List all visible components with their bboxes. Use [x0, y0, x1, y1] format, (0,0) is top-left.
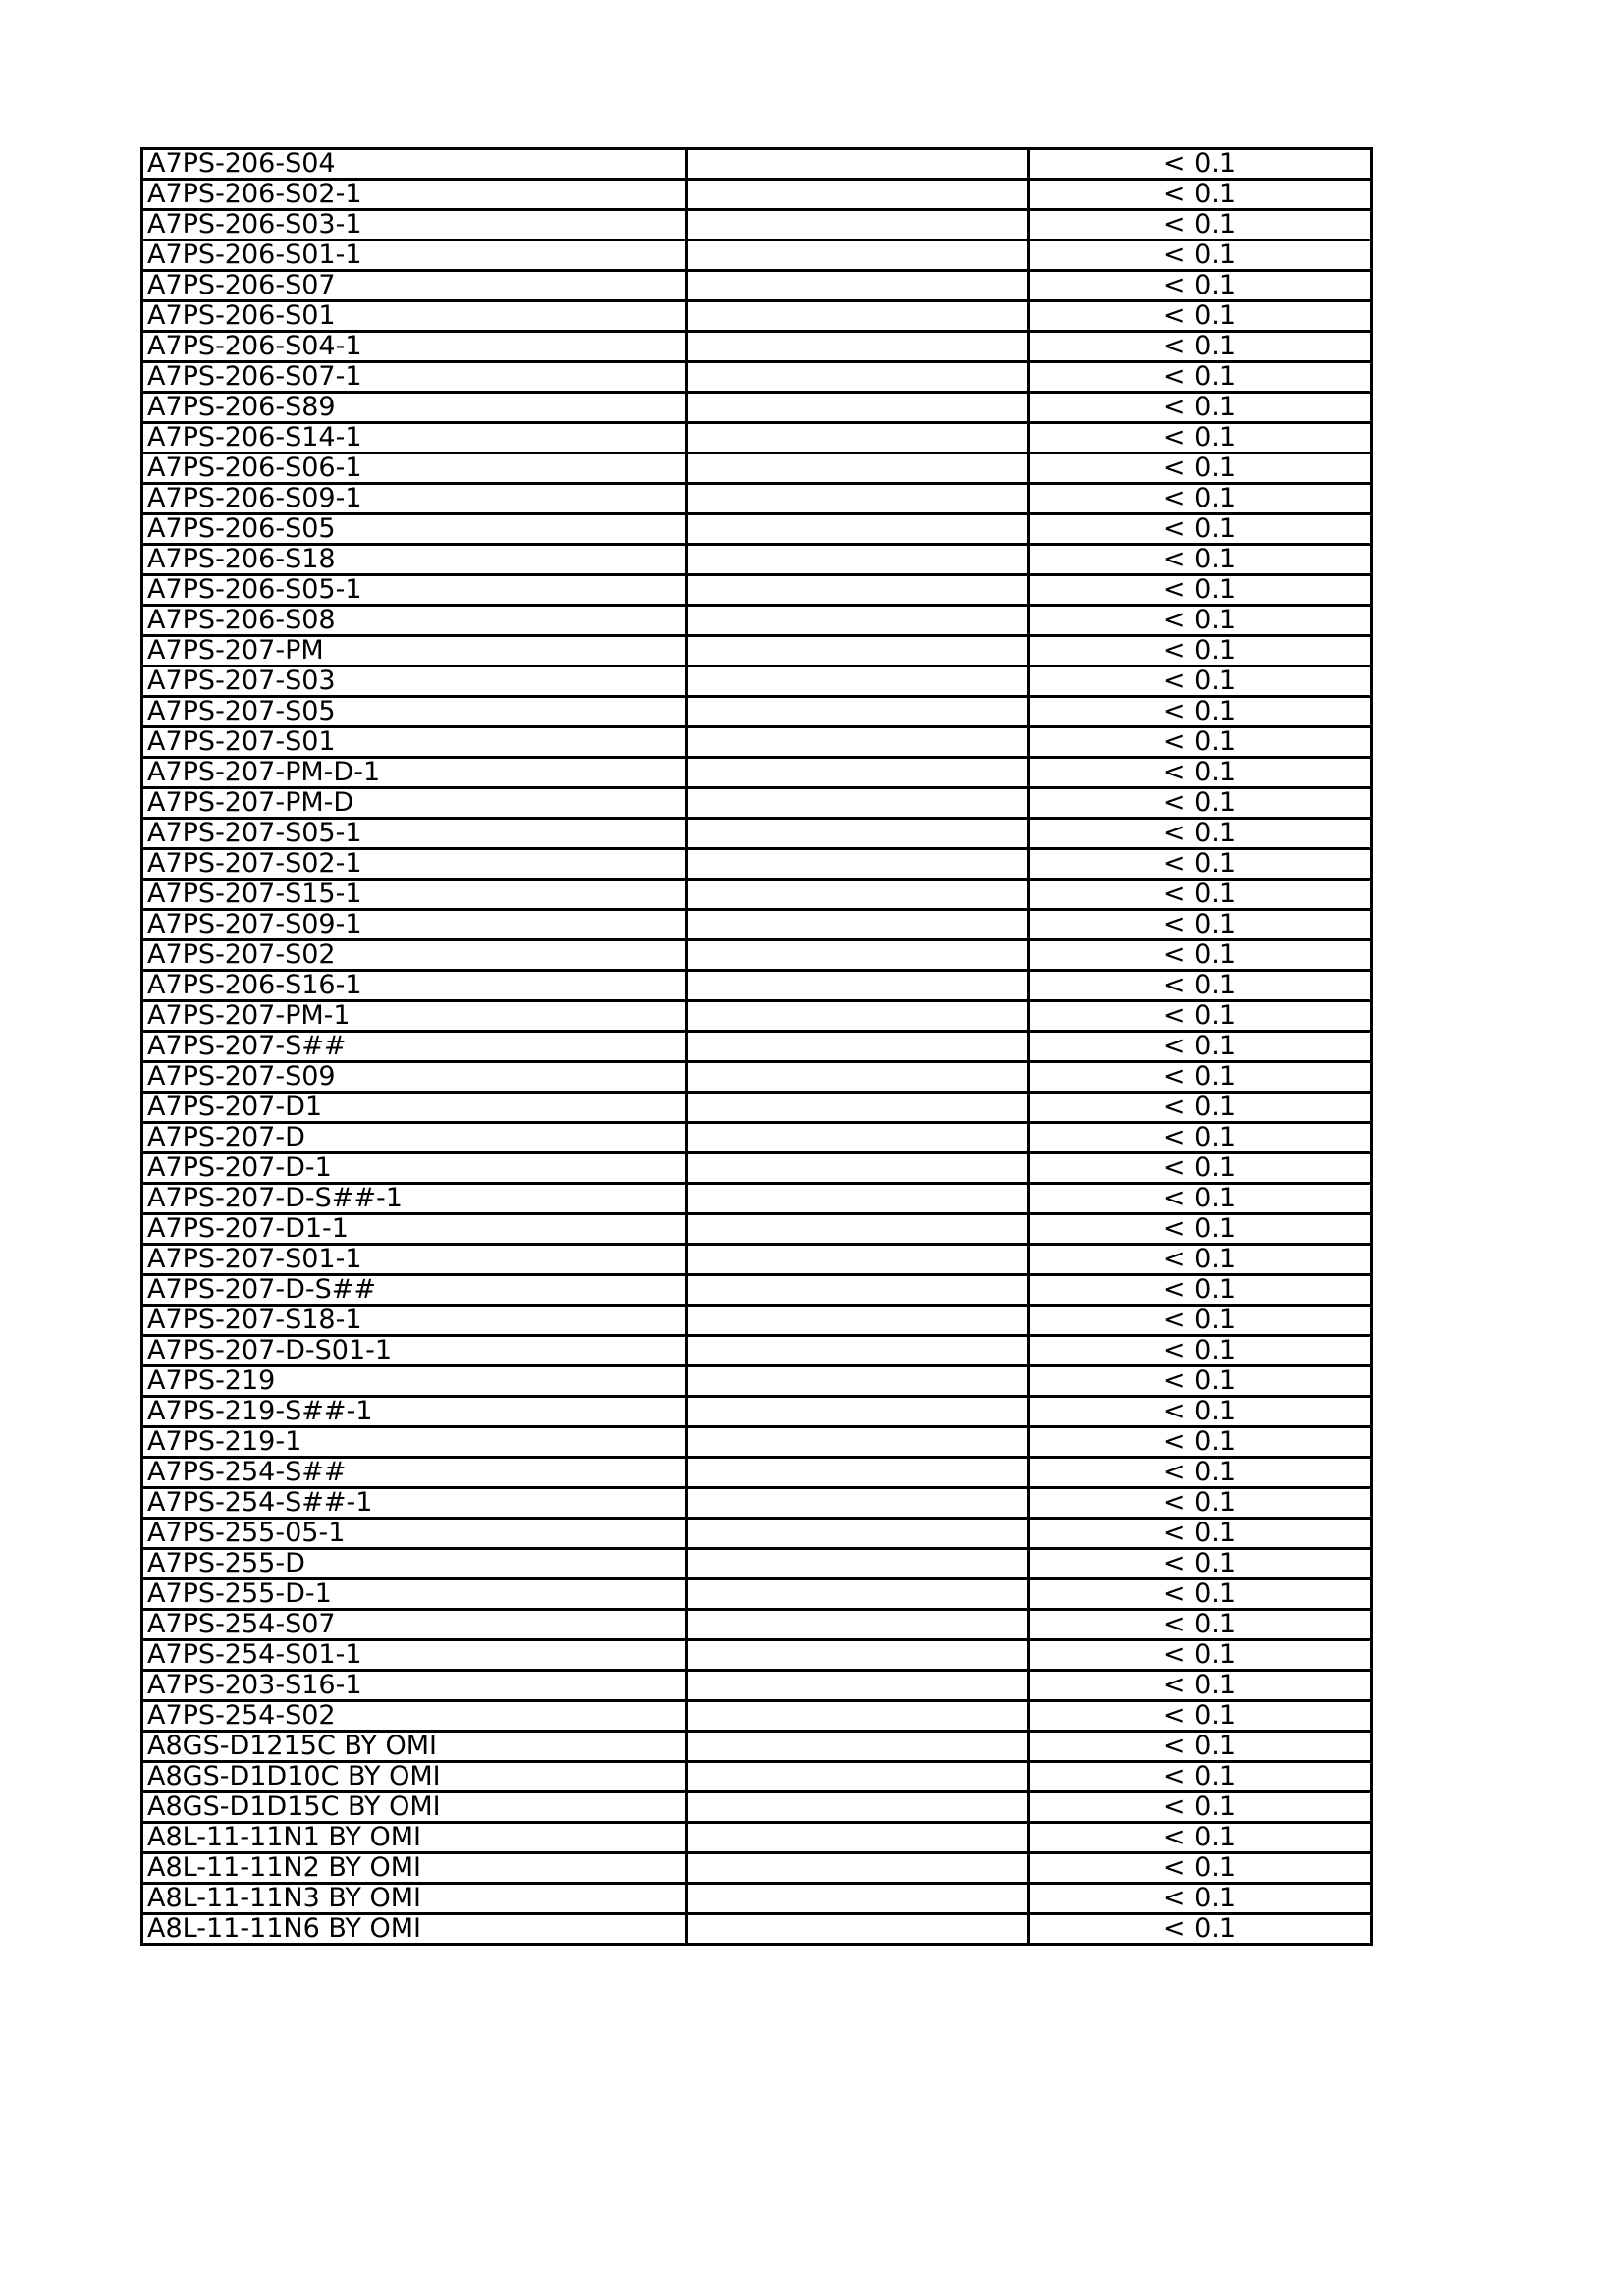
- table-row: [142, 1762, 1372, 1792]
- table-row: [142, 149, 1372, 180]
- table-row: [142, 240, 1372, 271]
- blank-cell: [687, 1488, 1029, 1519]
- result-value-cell: < 0.1: [1029, 1914, 1372, 1945]
- table-row: [142, 910, 1372, 940]
- blank-cell: [687, 1336, 1029, 1366]
- table-row: [142, 1366, 1372, 1397]
- result-value-cell: < 0.1: [1029, 849, 1372, 880]
- table-row: [142, 514, 1372, 545]
- sample-id-cell: A7PS-207-D-1: [142, 1153, 687, 1184]
- blank-cell: [687, 1153, 1029, 1184]
- blank-cell: [687, 1549, 1029, 1579]
- table-row: [142, 1732, 1372, 1762]
- sample-id-cell: A8L-11-11N3 BY OMI: [142, 1884, 687, 1914]
- sample-id-cell: A7PS-207-S05-1: [142, 819, 687, 849]
- blank-cell: [687, 423, 1029, 454]
- table-row: [142, 180, 1372, 210]
- table-row: [142, 1153, 1372, 1184]
- table-row: [142, 1640, 1372, 1671]
- result-value-cell: < 0.1: [1029, 1427, 1372, 1458]
- table-row: [142, 1214, 1372, 1245]
- result-value-cell: < 0.1: [1029, 636, 1372, 667]
- blank-cell: [687, 667, 1029, 697]
- result-value-cell: < 0.1: [1029, 210, 1372, 240]
- table-row: [142, 1488, 1372, 1519]
- table-row: [142, 332, 1372, 362]
- sample-id-cell: A8L-11-11N2 BY OMI: [142, 1853, 687, 1884]
- result-value-cell: < 0.1: [1029, 667, 1372, 697]
- sample-id-cell: A8GS-D1D15C BY OMI: [142, 1792, 687, 1823]
- blank-cell: [687, 1245, 1029, 1275]
- table-row: [142, 454, 1372, 484]
- blank-cell: [687, 1032, 1029, 1062]
- table-row: [142, 727, 1372, 758]
- blank-cell: [687, 1366, 1029, 1397]
- blank-cell: [687, 240, 1029, 271]
- sample-id-cell: A7PS-206-S02-1: [142, 180, 687, 210]
- blank-cell: [687, 332, 1029, 362]
- table-row: [142, 1701, 1372, 1732]
- blank-cell: [687, 880, 1029, 910]
- table-row: [142, 301, 1372, 332]
- blank-cell: [687, 1579, 1029, 1610]
- blank-cell: [687, 1610, 1029, 1640]
- blank-cell: [687, 758, 1029, 788]
- blank-cell: [687, 1701, 1029, 1732]
- result-value-cell: < 0.1: [1029, 1032, 1372, 1062]
- sample-id-cell: A7PS-203-S16-1: [142, 1671, 687, 1701]
- result-value-cell: < 0.1: [1029, 1062, 1372, 1093]
- blank-cell: [687, 849, 1029, 880]
- blank-cell: [687, 1397, 1029, 1427]
- result-value-cell: < 0.1: [1029, 301, 1372, 332]
- table-row: [142, 1001, 1372, 1032]
- result-value-cell: < 0.1: [1029, 575, 1372, 606]
- result-value-cell: < 0.1: [1029, 880, 1372, 910]
- sample-id-cell: A7PS-207-S02: [142, 940, 687, 971]
- table-row: [142, 271, 1372, 301]
- blank-cell: [687, 484, 1029, 514]
- blank-cell: [687, 575, 1029, 606]
- sample-id-cell: A7PS-206-S04: [142, 149, 687, 180]
- result-value-cell: < 0.1: [1029, 1488, 1372, 1519]
- sample-id-cell: A7PS-207-PM-D-1: [142, 758, 687, 788]
- sample-id-cell: A7PS-254-S##-1: [142, 1488, 687, 1519]
- sample-id-cell: A7PS-207-S09-1: [142, 910, 687, 940]
- blank-cell: [687, 1093, 1029, 1123]
- result-value-cell: < 0.1: [1029, 240, 1372, 271]
- table-row: [142, 362, 1372, 393]
- sample-id-cell: A7PS-254-S02: [142, 1701, 687, 1732]
- table-row: [142, 819, 1372, 849]
- blank-cell: [687, 697, 1029, 727]
- blank-cell: [687, 1519, 1029, 1549]
- table-row: [142, 1914, 1372, 1945]
- sample-id-cell: A7PS-206-S07-1: [142, 362, 687, 393]
- sample-id-cell: A7PS-207-S##: [142, 1032, 687, 1062]
- result-value-cell: < 0.1: [1029, 393, 1372, 423]
- blank-cell: [687, 1427, 1029, 1458]
- table-row: [142, 1610, 1372, 1640]
- blank-cell: [687, 514, 1029, 545]
- sample-id-cell: A7PS-219: [142, 1366, 687, 1397]
- result-value-cell: < 0.1: [1029, 484, 1372, 514]
- sample-id-cell: A7PS-206-S18: [142, 545, 687, 575]
- table-row: [142, 606, 1372, 636]
- sample-id-cell: A8L-11-11N1 BY OMI: [142, 1823, 687, 1853]
- result-value-cell: < 0.1: [1029, 362, 1372, 393]
- result-value-cell: < 0.1: [1029, 1458, 1372, 1488]
- blank-cell: [687, 301, 1029, 332]
- result-value-cell: < 0.1: [1029, 1519, 1372, 1549]
- blank-cell: [687, 1275, 1029, 1306]
- sample-id-cell: A7PS-206-S08: [142, 606, 687, 636]
- table-row: [142, 788, 1372, 819]
- sample-id-cell: A7PS-206-S01: [142, 301, 687, 332]
- blank-cell: [687, 1792, 1029, 1823]
- data-table: [140, 147, 1373, 1946]
- blank-cell: [687, 1853, 1029, 1884]
- sample-id-cell: A7PS-207-PM-1: [142, 1001, 687, 1032]
- sample-id-cell: A7PS-206-S89: [142, 393, 687, 423]
- sample-id-cell: A7PS-207-S03: [142, 667, 687, 697]
- sample-id-cell: A7PS-206-S05-1: [142, 575, 687, 606]
- result-value-cell: < 0.1: [1029, 1093, 1372, 1123]
- result-value-cell: < 0.1: [1029, 1153, 1372, 1184]
- blank-cell: [687, 149, 1029, 180]
- table-row: [142, 1792, 1372, 1823]
- table-row: [142, 1397, 1372, 1427]
- result-value-cell: < 0.1: [1029, 1701, 1372, 1732]
- sample-id-cell: A7PS-206-S09-1: [142, 484, 687, 514]
- blank-cell: [687, 1640, 1029, 1671]
- blank-cell: [687, 1062, 1029, 1093]
- sample-id-cell: A7PS-207-S01: [142, 727, 687, 758]
- blank-cell: [687, 606, 1029, 636]
- result-value-cell: < 0.1: [1029, 454, 1372, 484]
- sample-id-cell: A7PS-207-D-S##-1: [142, 1184, 687, 1214]
- blank-cell: [687, 362, 1029, 393]
- result-value-cell: < 0.1: [1029, 1792, 1372, 1823]
- result-value-cell: < 0.1: [1029, 1397, 1372, 1427]
- blank-cell: [687, 454, 1029, 484]
- sample-id-cell: A7PS-254-S07: [142, 1610, 687, 1640]
- blank-cell: [687, 1123, 1029, 1153]
- table-row: [142, 1579, 1372, 1610]
- result-value-cell: < 0.1: [1029, 149, 1372, 180]
- sample-id-cell: A7PS-254-S##: [142, 1458, 687, 1488]
- result-value-cell: < 0.1: [1029, 1823, 1372, 1853]
- blank-cell: [687, 910, 1029, 940]
- result-value-cell: < 0.1: [1029, 819, 1372, 849]
- sample-id-cell: A7PS-207-S18-1: [142, 1306, 687, 1336]
- table-row: [142, 1853, 1372, 1884]
- result-value-cell: < 0.1: [1029, 545, 1372, 575]
- table-body: [142, 149, 1372, 1945]
- result-value-cell: < 0.1: [1029, 940, 1372, 971]
- sample-id-cell: A8GS-D1D10C BY OMI: [142, 1762, 687, 1792]
- blank-cell: [687, 1001, 1029, 1032]
- blank-cell: [687, 971, 1029, 1001]
- result-value-cell: < 0.1: [1029, 1671, 1372, 1701]
- result-value-cell: < 0.1: [1029, 788, 1372, 819]
- blank-cell: [687, 1762, 1029, 1792]
- result-value-cell: < 0.1: [1029, 606, 1372, 636]
- result-value-cell: < 0.1: [1029, 1245, 1372, 1275]
- table-row: [142, 1823, 1372, 1853]
- blank-cell: [687, 727, 1029, 758]
- table-row: [142, 940, 1372, 971]
- table-row: [142, 575, 1372, 606]
- blank-cell: [687, 1214, 1029, 1245]
- blank-cell: [687, 788, 1029, 819]
- blank-cell: [687, 1671, 1029, 1701]
- table-row: [142, 1123, 1372, 1153]
- result-value-cell: < 0.1: [1029, 271, 1372, 301]
- result-value-cell: < 0.1: [1029, 1579, 1372, 1610]
- table-row: [142, 210, 1372, 240]
- table-row: [142, 423, 1372, 454]
- table-row: [142, 393, 1372, 423]
- blank-cell: [687, 636, 1029, 667]
- result-value-cell: < 0.1: [1029, 1001, 1372, 1032]
- blank-cell: [687, 180, 1029, 210]
- result-value-cell: < 0.1: [1029, 1184, 1372, 1214]
- result-value-cell: < 0.1: [1029, 1732, 1372, 1762]
- table-row: [142, 1671, 1372, 1701]
- sample-id-cell: A7PS-254-S01-1: [142, 1640, 687, 1671]
- table-row: [142, 1336, 1372, 1366]
- sample-id-cell: A7PS-219-1: [142, 1427, 687, 1458]
- sample-id-cell: A7PS-206-S14-1: [142, 423, 687, 454]
- result-value-cell: < 0.1: [1029, 1123, 1372, 1153]
- result-value-cell: < 0.1: [1029, 1853, 1372, 1884]
- sample-id-cell: A7PS-255-D-1: [142, 1579, 687, 1610]
- table-row: [142, 1062, 1372, 1093]
- table-row: [142, 1427, 1372, 1458]
- table-row: [142, 697, 1372, 727]
- result-value-cell: < 0.1: [1029, 1306, 1372, 1336]
- blank-cell: [687, 1732, 1029, 1762]
- sample-id-cell: A7PS-207-S01-1: [142, 1245, 687, 1275]
- blank-cell: [687, 1184, 1029, 1214]
- sample-id-cell: A7PS-207-D: [142, 1123, 687, 1153]
- sample-id-cell: A7PS-255-D: [142, 1549, 687, 1579]
- sample-id-cell: A7PS-206-S01-1: [142, 240, 687, 271]
- table-row: [142, 1093, 1372, 1123]
- table-row: [142, 971, 1372, 1001]
- table-row: [142, 758, 1372, 788]
- blank-cell: [687, 545, 1029, 575]
- result-value-cell: < 0.1: [1029, 1549, 1372, 1579]
- sample-id-cell: A7PS-207-S09: [142, 1062, 687, 1093]
- sample-id-cell: A7PS-207-D1: [142, 1093, 687, 1123]
- blank-cell: [687, 1884, 1029, 1914]
- blank-cell: [687, 210, 1029, 240]
- sample-id-cell: A7PS-207-PM-D: [142, 788, 687, 819]
- blank-cell: [687, 1458, 1029, 1488]
- result-value-cell: < 0.1: [1029, 1336, 1372, 1366]
- blank-cell: [687, 393, 1029, 423]
- sample-id-cell: A7PS-207-D-S##: [142, 1275, 687, 1306]
- result-value-cell: < 0.1: [1029, 910, 1372, 940]
- sample-id-cell: A7PS-206-S05: [142, 514, 687, 545]
- blank-cell: [687, 1823, 1029, 1853]
- result-value-cell: < 0.1: [1029, 514, 1372, 545]
- table-row: [142, 1032, 1372, 1062]
- table-row: [142, 667, 1372, 697]
- table-row: [142, 849, 1372, 880]
- result-value-cell: < 0.1: [1029, 332, 1372, 362]
- result-value-cell: < 0.1: [1029, 1610, 1372, 1640]
- result-value-cell: < 0.1: [1029, 727, 1372, 758]
- result-value-cell: < 0.1: [1029, 423, 1372, 454]
- sample-id-cell: A7PS-206-S16-1: [142, 971, 687, 1001]
- sample-id-cell: A7PS-206-S07: [142, 271, 687, 301]
- table-row: [142, 545, 1372, 575]
- sample-id-cell: A7PS-206-S04-1: [142, 332, 687, 362]
- table-row: [142, 1549, 1372, 1579]
- result-value-cell: < 0.1: [1029, 758, 1372, 788]
- sample-id-cell: A7PS-206-S06-1: [142, 454, 687, 484]
- table-row: [142, 1306, 1372, 1336]
- result-value-cell: < 0.1: [1029, 1275, 1372, 1306]
- table-row: [142, 1884, 1372, 1914]
- result-value-cell: < 0.1: [1029, 1762, 1372, 1792]
- table-row: [142, 1275, 1372, 1306]
- sample-id-cell: A7PS-207-S15-1: [142, 880, 687, 910]
- blank-cell: [687, 1914, 1029, 1945]
- sample-id-cell: A7PS-219-S##-1: [142, 1397, 687, 1427]
- sample-id-cell: A7PS-255-05-1: [142, 1519, 687, 1549]
- result-value-cell: < 0.1: [1029, 180, 1372, 210]
- result-value-cell: < 0.1: [1029, 1214, 1372, 1245]
- table-row: [142, 1245, 1372, 1275]
- table-row: [142, 1184, 1372, 1214]
- blank-cell: [687, 940, 1029, 971]
- sample-id-cell: A8L-11-11N6 BY OMI: [142, 1914, 687, 1945]
- sample-id-cell: A7PS-207-D-S01-1: [142, 1336, 687, 1366]
- result-value-cell: < 0.1: [1029, 1640, 1372, 1671]
- table-row: [142, 880, 1372, 910]
- table-row: [142, 636, 1372, 667]
- blank-cell: [687, 819, 1029, 849]
- result-value-cell: < 0.1: [1029, 1366, 1372, 1397]
- sample-id-cell: A7PS-207-PM: [142, 636, 687, 667]
- table-row: [142, 1519, 1372, 1549]
- table-row: [142, 1458, 1372, 1488]
- blank-cell: [687, 1306, 1029, 1336]
- result-value-cell: < 0.1: [1029, 971, 1372, 1001]
- result-value-cell: < 0.1: [1029, 1884, 1372, 1914]
- sample-id-cell: A7PS-206-S03-1: [142, 210, 687, 240]
- blank-cell: [687, 271, 1029, 301]
- result-value-cell: < 0.1: [1029, 697, 1372, 727]
- sample-id-cell: A7PS-207-S02-1: [142, 849, 687, 880]
- sample-id-cell: A7PS-207-S05: [142, 697, 687, 727]
- table-row: [142, 484, 1372, 514]
- sample-id-cell: A7PS-207-D1-1: [142, 1214, 687, 1245]
- sample-id-cell: A8GS-D1215C BY OMI: [142, 1732, 687, 1762]
